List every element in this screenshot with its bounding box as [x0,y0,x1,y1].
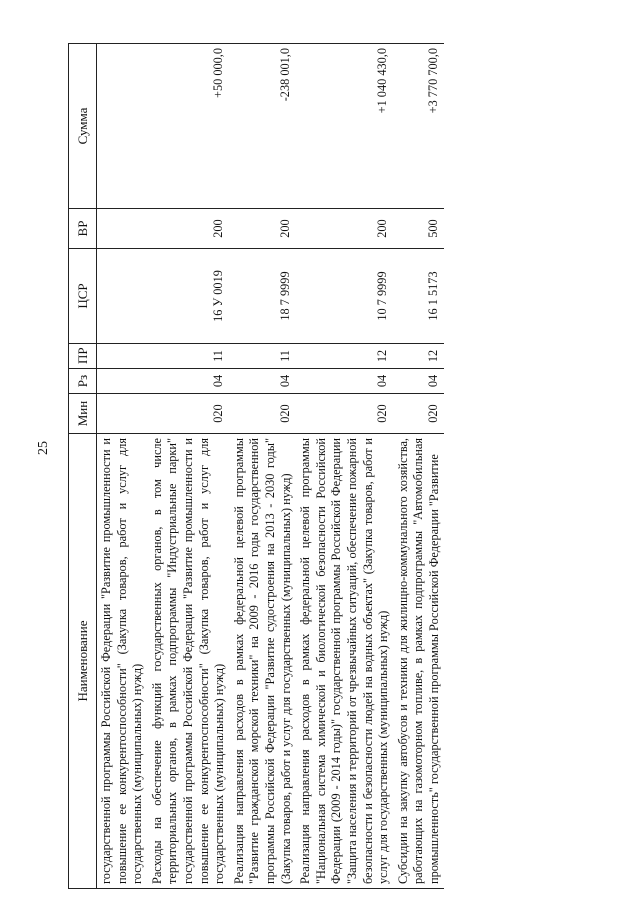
row-name: Субсидии на закупку автобусов и техники для жилищно-коммунального хозяйства, работающих на газомоторном топливе, в рамках подпрограммы "Автомобильная промышленность" государственной программы Российской Федерации "Развитие [394,434,445,889]
row-vr: 200 [296,209,394,249]
table-row [148,44,230,889]
row-rz: 04 [148,369,230,394]
row-name: Реализация направления расходов в рамках федеральной целевой программы "Развитие гражданской морской техники" на 2009 - 2016 годы государственной программы Российской Федерации "Развитие судостроения на 2013 - 2030 годы" (Закупка товаров, работ и услуг для государственных (муниципальных) нужд) [230,434,296,889]
header-pr: ПР [69,344,97,369]
row-pr: 12 [296,344,394,369]
row-sum: +1 040 430,0 [296,44,394,209]
row-name: Реализация направления расходов в рамках федеральной целевой программы "Национальная система химической и биологической безопасности Российской Федерации (2009 - 2014 годы)" государственной программы Российской Федерации "Защита населения и территорий от чрезвычайных ситуаций, обеспечение пожарной безопасности и безопасности людей на водных объектах" (Закупка товаров, работ и услуг для государственных (муниципальных) нужд) [296,434,394,889]
row-rz: 04 [230,369,296,394]
row-pr: 11 [230,344,296,369]
row-sum: +50 000,0 [148,44,230,209]
row-pr [97,344,148,369]
row-vr [97,209,148,249]
rotated-page-content [68,44,586,889]
row-min: 020 [296,394,394,434]
row-csr [97,249,148,344]
row-pr: 12 [394,344,445,369]
table-row [296,44,394,889]
table-header-row [69,44,97,889]
row-rz [97,369,148,394]
row-name: государственной программы Российской Федерации "Развитие промышленности и повышение ее конкурентоспособности" (Закупка товаров, работ и услуг для государственных (муниципальных) нужд) [97,434,148,889]
table-row [394,44,445,889]
header-min: Мин [69,394,97,434]
budget-table [68,43,444,889]
row-sum: -238 001,0 [230,44,296,209]
row-min: 020 [230,394,296,434]
row-sum: +3 770 700,0 [394,44,445,209]
row-rz: 04 [394,369,445,394]
row-min: 020 [148,394,230,434]
header-sum: Сумма [69,44,97,209]
row-csr: 10 7 9999 [296,249,394,344]
row-pr: 11 [148,344,230,369]
row-vr: 200 [230,209,296,249]
table-row [97,44,148,889]
row-rz: 04 [296,369,394,394]
header-rz: Рз [69,369,97,394]
table-row [230,44,296,889]
row-csr: 16 У 0019 [148,249,230,344]
header-vr: ВР [69,209,97,249]
row-name: Расходы на обеспечение функций государственных органов, в том числе территориальных органов, в рамках подпрограммы "Индустриальные парки" государственной программы Российской Федерации "Развитие промышленности и повышение ее конкурентоспособности" (Закупка товаров, работ и услуг для государственных (муниципальных) нужд) [148,434,230,889]
row-sum [97,44,148,209]
header-name: Наименование [69,434,97,889]
page-number: 25 [36,441,51,455]
header-csr: ЦСР [69,249,97,344]
row-csr: 16 1 5173 [394,249,445,344]
row-csr: 18 7 9999 [230,249,296,344]
row-min [97,394,148,434]
row-vr: 500 [394,209,445,249]
row-min: 020 [394,394,445,434]
row-vr: 200 [148,209,230,249]
